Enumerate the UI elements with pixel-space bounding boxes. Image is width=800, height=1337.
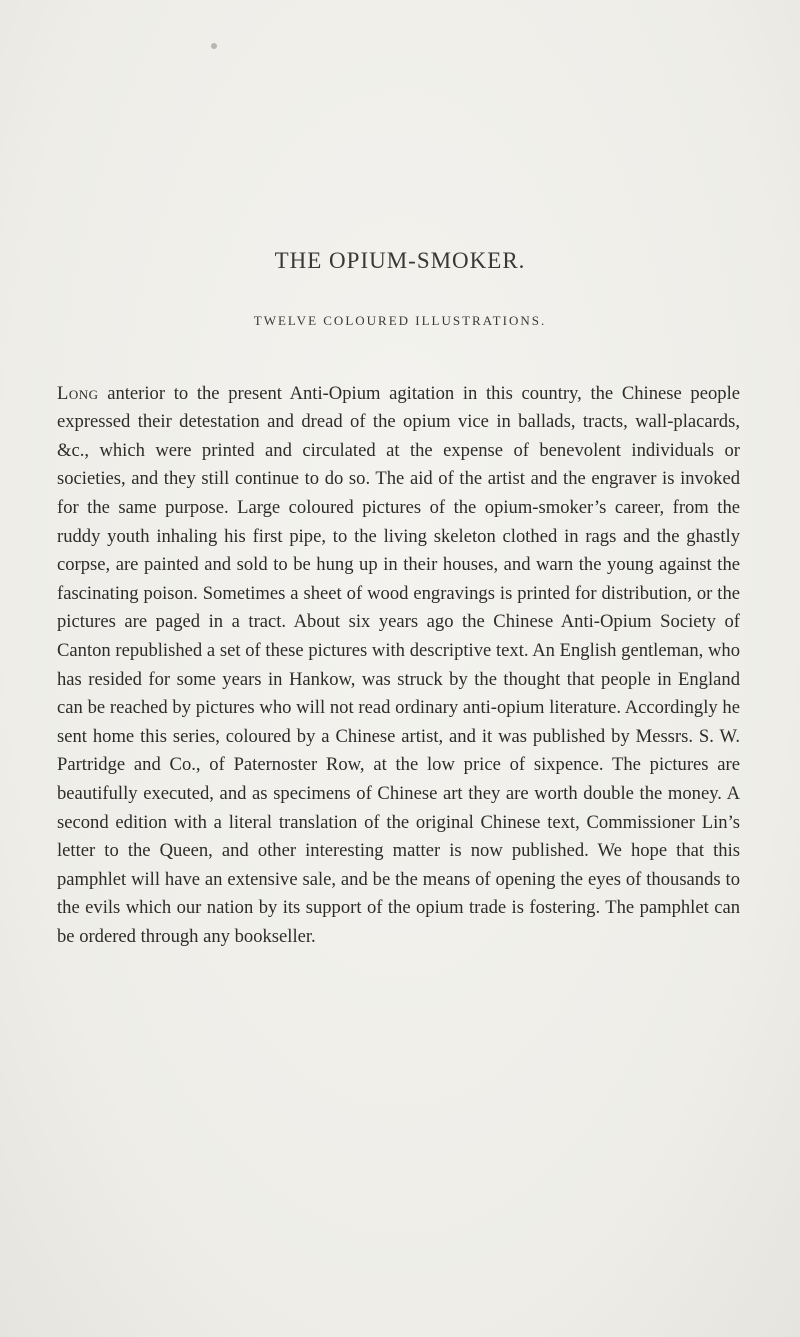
body-paragraph [57,380,740,952]
paragraph-text: anterior to the present Anti-Opium agitation in this country, the Chinese people expressed their detestation and dread of the opium vice in ballads, tracts, wall-placards, &c., which were printed and circulated at the expense of benevolent individuals or societies, and they still continue to do so. The aid of the artist and the engraver is invoked for the same purpose. Large coloured pictures of the opium-smoker’s career, from the ruddy youth inhaling his first pipe, to the living skeleton clothed in rags and the ghastly corpse, are painted and sold to be hung up in their houses, and warn the young against the fascinating poison. Sometimes a sheet of wood engravings is printed for distribution, or the pictures are paged in a tract. About six years ago the Chinese Anti-Opium Society of Canton republished a set of these pictures with descriptive text. An English gentleman, who has resided for some years in Hankow, was struck by the thought that people in England can be reached by pictures who will not read ordinary anti-opium literature. Accordingly he sent home this series, coloured by a Chinese artist, and it was published by Messrs. S. W. Partridge and Co., of Paternoster Row, at the low price of sixpence. The pictures are beautifully executed, and as specimens of Chinese art they are worth double the money. A second edition with a literal translation of the original Chinese text, Commissioner Lin’s letter to the Queen, and other interesting matter is now published. We hope that this pamphlet will have an extensive sale, and be the means of opening the eyes of thousands to the evils which our nation by its support of the opium trade is fostering. The pamphlet can be ordered through any bookseller. [57,382,740,947]
paper-speck [211,43,217,49]
page-title: THE OPIUM-SMOKER. [274,248,526,273]
lead-word: Long [57,382,99,404]
page-subtitle: TWELVE COLOURED ILLUSTRATIONS. [253,313,547,328]
